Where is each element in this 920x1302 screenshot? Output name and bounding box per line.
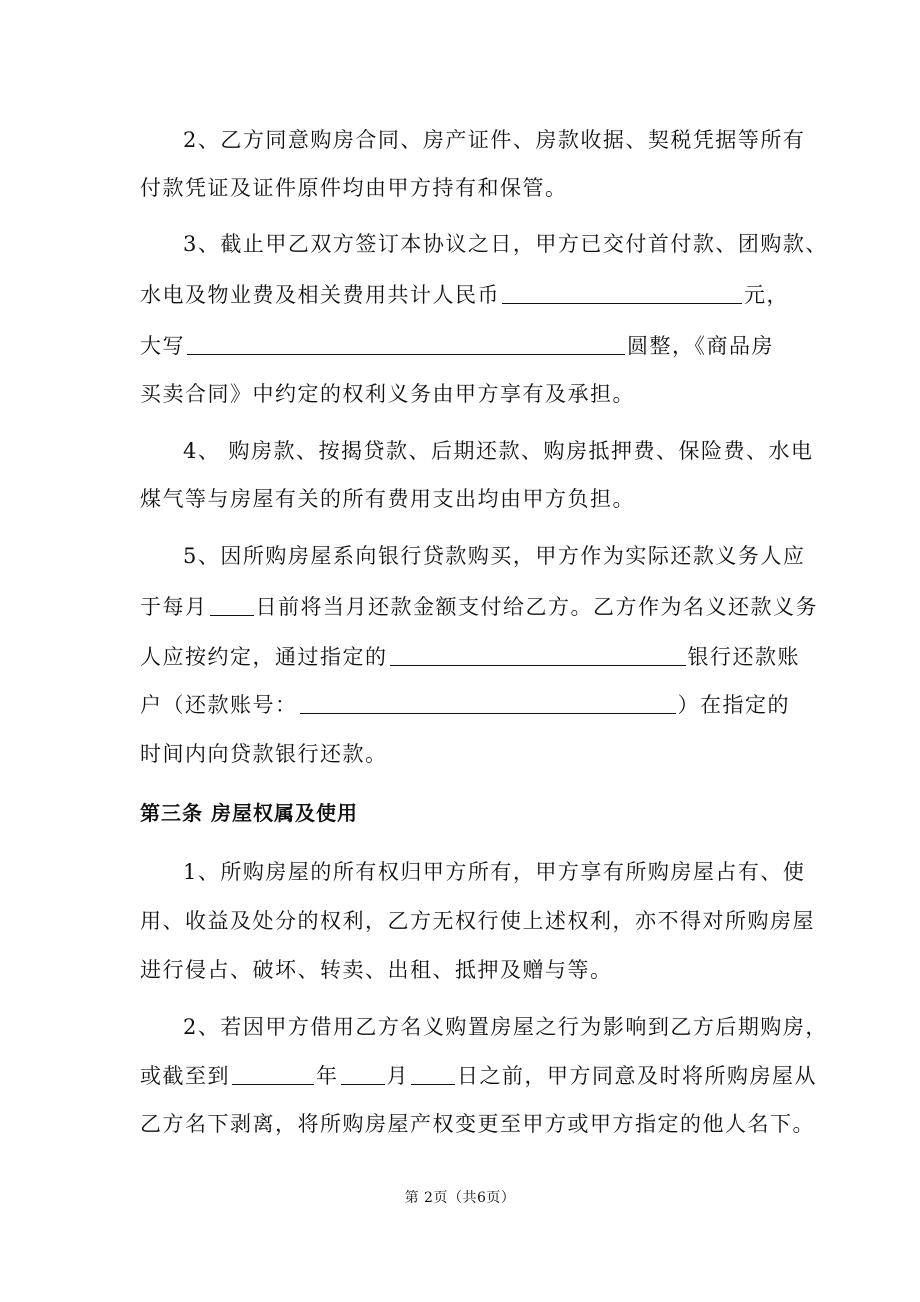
blank-day-field xyxy=(210,593,254,616)
text-segment: 月 xyxy=(386,1064,409,1088)
text-segment: ）在指定的 xyxy=(677,693,790,717)
paragraph-line: 4、 购房款、按揭贷款、后期还款、购房抵押费、保险费、水电 xyxy=(183,439,814,463)
paragraph-line: 煤气等与房屋有关的所有费用支出均由甲方负担。 xyxy=(140,487,635,511)
paragraph-line xyxy=(140,643,800,671)
blank-year-field xyxy=(232,1062,314,1085)
blank-amount-words-field xyxy=(187,332,625,355)
paragraph-line: 进行侵占、破坏、转卖、出租、抵押及赠与等。 xyxy=(140,958,613,982)
text-segment: 水电及物业费及相关费用共计人民币 xyxy=(140,283,500,307)
text-segment: 年 xyxy=(316,1064,339,1088)
paragraph-line: 买卖合同》中约定的权利义务由甲方享有及承担。 xyxy=(140,382,635,406)
blank-bank-field xyxy=(390,643,686,666)
paragraph-line: 3、截止甲乙双方签订本协议之日，甲方已交付首付款、团购款、 xyxy=(183,232,828,256)
text-segment: 或截至到 xyxy=(140,1064,230,1088)
paragraph-line xyxy=(140,1062,817,1090)
paragraph-line: 2、若因甲方借用乙方名义购置房屋之行为影响到乙方后期购房， xyxy=(183,1015,828,1039)
paragraph-line: 付款凭证及证件原件均由甲方持有和保管。 xyxy=(140,176,568,200)
paragraph-line xyxy=(140,593,818,621)
text-segment: 圆整，《商品房 xyxy=(627,334,774,358)
paragraph-line: 时间内向贷款银行还款。 xyxy=(140,742,388,766)
text-segment: 日之前，甲方同意及时将所购房屋从 xyxy=(457,1064,817,1088)
page-number: 第 2页（共6页） xyxy=(404,1190,516,1206)
paragraph-line: 5、因所购房屋系向银行贷款购买，甲方作为实际还款义务人应 xyxy=(183,544,806,568)
text-segment: 大写 xyxy=(140,334,185,358)
paragraph-line: 1、所购房屋的所有权归甲方所有，甲方享有所购房屋占有、使 xyxy=(183,860,806,884)
blank-account-field xyxy=(300,691,676,714)
paragraph-line xyxy=(140,332,774,360)
text-segment: 户（还款账号： xyxy=(140,693,298,717)
text-segment: 人应按约定，通过指定的 xyxy=(140,645,388,669)
blank-amount-field xyxy=(502,281,742,304)
paragraph-line xyxy=(140,281,789,309)
text-segment: 日前将当月还款金额支付给乙方。乙方作为名义还款义务 xyxy=(255,595,818,619)
blank-day-field xyxy=(411,1062,455,1085)
text-segment: 于每月 xyxy=(140,595,208,619)
paragraph-line xyxy=(140,691,790,719)
paragraph-line: 2、乙方同意购房合同、房产证件、房款收据、契税凭据等所有 xyxy=(183,128,806,152)
text-segment: 元， xyxy=(744,283,789,307)
paragraph-line: 用、收益及处分的权利，乙方无权行使上述权利，亦不得对所购房屋 xyxy=(140,909,815,933)
blank-month-field xyxy=(341,1062,385,1085)
section-heading: 第三条 房屋权属及使用 xyxy=(140,801,358,825)
text-segment: 银行还款账 xyxy=(687,645,800,669)
paragraph-line: 乙方名下剥离，将所购房屋产权变更至甲方或甲方指定的他人名下。 xyxy=(140,1112,815,1136)
